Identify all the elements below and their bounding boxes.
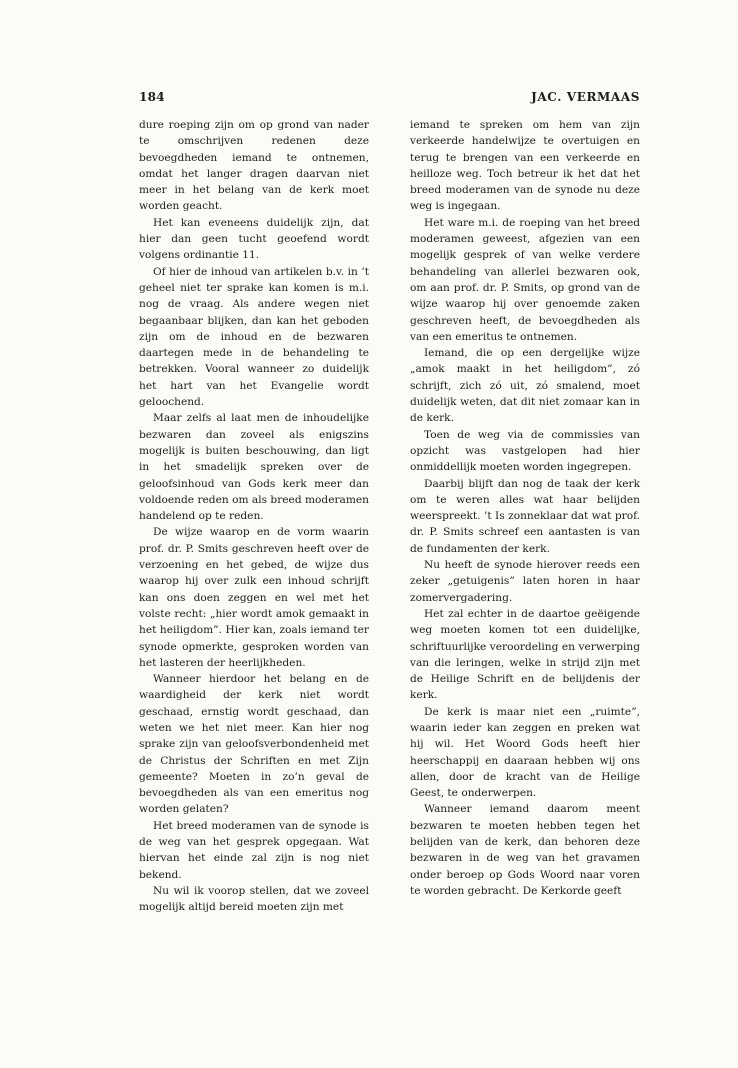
paragraph: Maar zelfs al laat men de inhoudelijke bezwaren dan zoveel als enigszins mogelijk is buiten beschouwing, dan ligt in het smadelijk spreken over de geloofsinhoud van Gods kerk meer dan voldoende reden om als breed moderamen handelend op te reden. <box>139 412 369 523</box>
right-column <box>410 117 640 899</box>
paragraph: De kerk is maar niet een „ruimte”, waarin ieder kan zeggen en preken wat hij wil. Het Woord Gods heeft hier heerschappij en daaraan hebben wij ons allen, door de kracht van de Heilige Geest, te onderwerpen. <box>410 705 640 800</box>
page-number: 184 <box>139 90 165 104</box>
paragraph: Of hier de inhoud van artikelen b.v. in ’t geheel niet ter sprake kan komen is m.i. nog de vraag. Als andere wegen niet begaanbaar blijken, dan kan het geboden zijn om de inhoud en de bezwaren daartegen mede in de behandeling te betrekken. Vooral wanneer zo duidelijk het hart van het Evangelie wordt geloochend. <box>139 265 369 409</box>
paragraph: Het zal echter in de daartoe geëigende weg moeten komen tot een duidelijke, schriftuurlijke veroordeling en verwerping van die leringen, welke in strijd zijn met de Heilige Schrift en de belijdenis der kerk. <box>410 607 640 702</box>
paragraph: Daarbij blijft dan nog de taak der kerk om te weren alles wat haar belijden weerspreekt. ’t Is zonneklaar dat wat prof. dr. P. Smits schreef een aantasten is van de fundamenten der kerk. <box>410 477 640 555</box>
running-header <box>139 90 640 110</box>
paragraph: De wijze waarop en de vorm waarin prof. dr. P. Smits geschreven heeft over de verzoening en het gebed, de wijze dus waarop hij over zulk een inhoud schrijft kan ons doen zeggen en wel met het volste recht: „hier wordt amok gemaakt in het heiligdom”. Hier kan, zoals iemand ter synode opmerkte, gesproken worden van het lasteren der heerlijkheden. <box>139 526 369 669</box>
paragraph: Nu heeft de synode hierover reeds een zeker „getuigenis” laten horen in haar zomervergadering. <box>410 559 640 604</box>
left-column <box>139 117 369 916</box>
paragraph: Het kan eveneens duidelijk zijn, dat hier dan geen tucht geoefend wordt volgens ordinantie 11. <box>139 216 369 262</box>
paragraph: Iemand, die op een dergelijke wijze „amok maakt in het heiligdom”, zó schrijft, zich zó uit, zó smalend, moet duidelijk weten, dat dit niet zomaar kan in de kerk. <box>410 347 640 425</box>
paragraph: Wanneer hierdoor het belang en de waardigheid der kerk niet wordt geschaad, ernstig wordt geschaad, dan weten we het niet meer. Kan hier nog sprake zijn van geloofsverbondenheid met de Christus der Schriften en met Zijn gemeente? Moeten in zo’n geval de bevoegdheden als van een emeritus nog worden gelaten? <box>139 673 369 816</box>
running-head-author: JAC. VERMAAS <box>531 90 640 104</box>
paragraph: dure roeping zijn om op grond van nader te omschrijven redenen deze bevoegdheden iemand te ontnemen, omdat het langer dragen daarvan niet meer in het belang van de kerk moet worden geacht. <box>139 119 369 213</box>
paragraph: Het breed moderamen van de synode is de weg van het gesprek opgegaan. Wat hiervan het einde zal zijn is nog niet bekend. <box>139 819 369 881</box>
paragraph: Het ware m.i. de roeping van het breed moderamen geweest, afgezien van een mogelijk gesprek of van welke verdere behandeling van allerlei bezwaren ook, om aan prof. dr. P. Smits, op grond van de wijze waarop hij over genoemde zaken geschreven heeft, de bevoegdheden als van een emeritus te ontnemen. <box>410 216 640 343</box>
paragraph: Wanneer iemand daarom meent bezwaren te moeten hebben tegen het belijden van de kerk, dan behoren deze bezwaren in de weg van het gravamen onder beroep op Gods Woord naar voren te worden gebracht. De Kerkorde geeft <box>410 803 640 897</box>
paragraph: Toen de weg via de commissies van opzicht was vastgelopen had hier onmiddellijk moeten worden ingegrepen. <box>410 428 640 474</box>
paragraph: Nu wil ik voorop stellen, dat we zoveel mogelijk altijd bereid moeten zijn met <box>139 884 369 914</box>
paragraph: iemand te spreken om hem van zijn verkeerde handelwijze te overtuigen en terug te brengen van een verkeerde en heilloze weg. Toch betreur ik het dat het breed moderamen van de synode nu deze weg is ingegaan. <box>410 119 640 213</box>
